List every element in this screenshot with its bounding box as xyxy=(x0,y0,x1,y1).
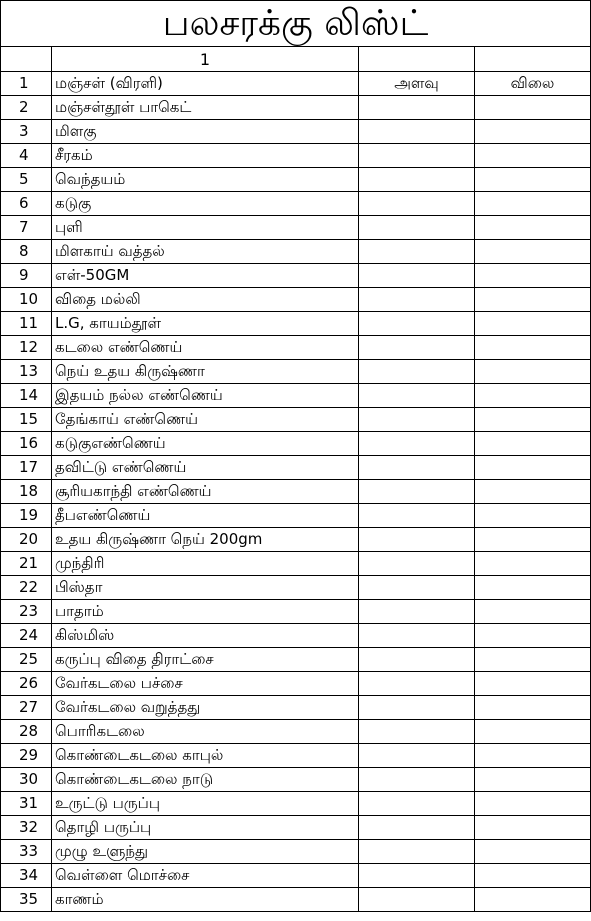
row-number[interactable]: 32 xyxy=(1,816,52,840)
table-row xyxy=(1,552,591,576)
quantity-cell[interactable] xyxy=(359,624,475,648)
item-name[interactable]: பொரிகடலை xyxy=(52,720,359,744)
price-column-header[interactable]: விலை xyxy=(475,72,591,96)
table-row xyxy=(1,528,591,552)
table-row xyxy=(1,696,591,720)
table-row xyxy=(1,408,591,432)
table-row xyxy=(1,840,591,864)
row-number[interactable]: 5 xyxy=(1,168,52,192)
quantity-cell[interactable] xyxy=(359,576,475,600)
price-cell[interactable] xyxy=(475,528,591,552)
item-name[interactable]: நெய் உதய கிருஷ்ணா xyxy=(52,360,359,384)
price-cell[interactable] xyxy=(475,840,591,864)
item-name[interactable]: சூரியகாந்தி எண்ணெய் xyxy=(52,480,359,504)
price-cell[interactable] xyxy=(475,792,591,816)
item-name[interactable]: கடுகு xyxy=(52,192,359,216)
quantity-cell[interactable] xyxy=(359,648,475,672)
row-number[interactable]: 3 xyxy=(1,120,52,144)
item-name[interactable]: விதை மல்லி xyxy=(52,288,359,312)
row-number[interactable]: 18 xyxy=(1,480,52,504)
price-cell[interactable] xyxy=(475,624,591,648)
quantity-cell[interactable] xyxy=(359,144,475,168)
item-name[interactable]: மிளகு xyxy=(52,120,359,144)
price-cell[interactable] xyxy=(475,672,591,696)
row-number[interactable]: 26 xyxy=(1,672,52,696)
empty-cell[interactable] xyxy=(359,47,475,72)
item-name[interactable]: காணம் xyxy=(52,888,359,912)
row-number[interactable]: 34 xyxy=(1,864,52,888)
table-row xyxy=(1,216,591,240)
table-row xyxy=(1,288,591,312)
item-name[interactable]: மிளகாய் வத்தல் xyxy=(52,240,359,264)
quantity-cell[interactable] xyxy=(359,360,475,384)
row-number[interactable]: 15 xyxy=(1,408,52,432)
table-row xyxy=(1,624,591,648)
quantity-cell[interactable] xyxy=(359,120,475,144)
price-cell[interactable] xyxy=(475,120,591,144)
price-cell[interactable] xyxy=(475,888,591,912)
quantity-cell[interactable] xyxy=(359,264,475,288)
table-row xyxy=(1,120,591,144)
price-cell[interactable] xyxy=(475,648,591,672)
row-number[interactable]: 29 xyxy=(1,744,52,768)
row-number[interactable]: 33 xyxy=(1,840,52,864)
item-name[interactable]: கடலை எண்ணெய் xyxy=(52,336,359,360)
item-name[interactable]: பாதாம் xyxy=(52,600,359,624)
row-number[interactable]: 23 xyxy=(1,600,52,624)
quantity-cell[interactable] xyxy=(359,528,475,552)
price-cell[interactable] xyxy=(475,168,591,192)
quantity-cell[interactable] xyxy=(359,384,475,408)
row-number[interactable]: 16 xyxy=(1,432,52,456)
item-name[interactable]: முழு உளுந்து xyxy=(52,840,359,864)
item-name[interactable]: முந்திரி xyxy=(52,552,359,576)
quantity-cell[interactable] xyxy=(359,432,475,456)
quantity-cell[interactable] xyxy=(359,96,475,120)
sheet-number[interactable]: 1 xyxy=(52,47,359,72)
table-row xyxy=(1,672,591,696)
item-name[interactable]: பிஸ்தா xyxy=(52,576,359,600)
row-number[interactable]: 2 xyxy=(1,96,52,120)
item-name[interactable]: கருப்பு விதை திராட்சை xyxy=(52,648,359,672)
item-name[interactable]: வெள்ளை மொச்சை xyxy=(52,864,359,888)
quantity-cell[interactable] xyxy=(359,672,475,696)
quantity-cell[interactable] xyxy=(359,888,475,912)
price-cell[interactable] xyxy=(475,408,591,432)
price-cell[interactable] xyxy=(475,240,591,264)
price-cell[interactable] xyxy=(475,864,591,888)
quantity-cell[interactable] xyxy=(359,600,475,624)
price-cell[interactable] xyxy=(475,552,591,576)
price-cell[interactable] xyxy=(475,360,591,384)
price-cell[interactable] xyxy=(475,288,591,312)
quantity-cell[interactable] xyxy=(359,312,475,336)
quantity-cell[interactable] xyxy=(359,720,475,744)
item-name[interactable]: எள்-50GM xyxy=(52,264,359,288)
quantity-cell[interactable] xyxy=(359,408,475,432)
quantity-cell[interactable] xyxy=(359,696,475,720)
item-name[interactable]: தீபஎண்ணெய் xyxy=(52,504,359,528)
table-row xyxy=(1,888,591,912)
row-number[interactable]: 8 xyxy=(1,240,52,264)
price-cell[interactable] xyxy=(475,336,591,360)
row-number[interactable]: 25 xyxy=(1,648,52,672)
table-row xyxy=(1,744,591,768)
price-cell[interactable] xyxy=(475,480,591,504)
table-row xyxy=(1,144,591,168)
empty-cell[interactable] xyxy=(475,47,591,72)
row-number[interactable]: 28 xyxy=(1,720,52,744)
item-name[interactable]: சீரகம் xyxy=(52,144,359,168)
table-row xyxy=(1,312,591,336)
sheet-title: பலசரக்கு லிஸ்ட் xyxy=(1,1,591,47)
row-number[interactable]: 12 xyxy=(1,336,52,360)
row-number[interactable]: 27 xyxy=(1,696,52,720)
table-row xyxy=(1,864,591,888)
quantity-cell[interactable] xyxy=(359,240,475,264)
row-number[interactable]: 20 xyxy=(1,528,52,552)
table-row xyxy=(1,264,591,288)
table-row xyxy=(1,360,591,384)
row-number[interactable]: 13 xyxy=(1,360,52,384)
quantity-cell[interactable] xyxy=(359,864,475,888)
quantity-cell[interactable] xyxy=(359,552,475,576)
row-number[interactable]: 11 xyxy=(1,312,52,336)
table-row xyxy=(1,792,591,816)
quantity-column-header[interactable]: அளவு xyxy=(359,72,475,96)
item-name[interactable]: வேர்கடலை வறுத்தது xyxy=(52,696,359,720)
quantity-cell[interactable] xyxy=(359,816,475,840)
price-cell[interactable] xyxy=(475,816,591,840)
table-row xyxy=(1,600,591,624)
table-row xyxy=(1,720,591,744)
item-name[interactable]: L.G, காயம்தூள் xyxy=(52,312,359,336)
item-name[interactable]: மஞ்சள் (விரளி) xyxy=(52,72,359,96)
row-number[interactable]: 35 xyxy=(1,888,52,912)
empty-cell[interactable] xyxy=(1,47,52,72)
item-name[interactable]: கொண்டைகடலை நாடு xyxy=(52,768,359,792)
row-number[interactable]: 14 xyxy=(1,384,52,408)
quantity-cell[interactable] xyxy=(359,288,475,312)
table-row xyxy=(1,576,591,600)
item-name[interactable]: புளி xyxy=(52,216,359,240)
row-number[interactable]: 4 xyxy=(1,144,52,168)
table-row xyxy=(1,456,591,480)
quantity-cell[interactable] xyxy=(359,744,475,768)
price-cell[interactable] xyxy=(475,264,591,288)
price-cell[interactable] xyxy=(475,600,591,624)
table-row xyxy=(1,816,591,840)
price-cell[interactable] xyxy=(475,696,591,720)
table-row xyxy=(1,432,591,456)
row-number[interactable]: 21 xyxy=(1,552,52,576)
price-cell[interactable] xyxy=(475,504,591,528)
quantity-cell[interactable] xyxy=(359,216,475,240)
price-cell[interactable] xyxy=(475,456,591,480)
quantity-cell[interactable] xyxy=(359,456,475,480)
sheet-number-row xyxy=(1,47,591,72)
item-name[interactable]: தவிட்டு எண்ணெய் xyxy=(52,456,359,480)
item-name[interactable]: உதய கிருஷ்ணா நெய் 200gm xyxy=(52,528,359,552)
table-row xyxy=(1,192,591,216)
item-name[interactable]: உருட்டு பருப்பு xyxy=(52,792,359,816)
row-number[interactable]: 1 xyxy=(1,72,52,96)
price-cell[interactable] xyxy=(475,432,591,456)
row-number[interactable]: 19 xyxy=(1,504,52,528)
row-number[interactable]: 22 xyxy=(1,576,52,600)
item-name[interactable]: கொண்டைகடலை காபுல் xyxy=(52,744,359,768)
table-row xyxy=(1,240,591,264)
table-row xyxy=(1,384,591,408)
item-name[interactable]: வேர்கடலை பச்சை xyxy=(52,672,359,696)
table-row xyxy=(1,96,591,120)
item-name[interactable]: தேங்காய் எண்ணெய் xyxy=(52,408,359,432)
quantity-cell[interactable] xyxy=(359,480,475,504)
quantity-cell[interactable] xyxy=(359,792,475,816)
table-row xyxy=(1,336,591,360)
price-cell[interactable] xyxy=(475,192,591,216)
row-number[interactable]: 24 xyxy=(1,624,52,648)
quantity-cell[interactable] xyxy=(359,768,475,792)
row-number[interactable]: 7 xyxy=(1,216,52,240)
quantity-cell[interactable] xyxy=(359,336,475,360)
item-name[interactable]: மஞ்சள்தூள் பாகெட் xyxy=(52,96,359,120)
table-row xyxy=(1,72,591,96)
row-number[interactable]: 17 xyxy=(1,456,52,480)
row-number[interactable]: 10 xyxy=(1,288,52,312)
table-row xyxy=(1,504,591,528)
table-row xyxy=(1,768,591,792)
table-row xyxy=(1,480,591,504)
item-name[interactable]: கிஸ்மிஸ் xyxy=(52,624,359,648)
item-name[interactable]: இதயம் நல்ல எண்ணெய் xyxy=(52,384,359,408)
table-row xyxy=(1,168,591,192)
price-cell[interactable] xyxy=(475,720,591,744)
title-row xyxy=(1,1,591,47)
price-cell[interactable] xyxy=(475,576,591,600)
price-cell[interactable] xyxy=(475,744,591,768)
row-number[interactable]: 31 xyxy=(1,792,52,816)
price-cell[interactable] xyxy=(475,384,591,408)
price-cell[interactable] xyxy=(475,144,591,168)
price-cell[interactable] xyxy=(475,216,591,240)
quantity-cell[interactable] xyxy=(359,192,475,216)
quantity-cell[interactable] xyxy=(359,504,475,528)
price-cell[interactable] xyxy=(475,768,591,792)
row-number[interactable]: 6 xyxy=(1,192,52,216)
price-cell[interactable] xyxy=(475,312,591,336)
price-cell[interactable] xyxy=(475,96,591,120)
item-name[interactable]: கடுகுஎண்ணெய் xyxy=(52,432,359,456)
item-name[interactable]: வெந்தயம் xyxy=(52,168,359,192)
row-number[interactable]: 9 xyxy=(1,264,52,288)
quantity-cell[interactable] xyxy=(359,168,475,192)
table-row xyxy=(1,648,591,672)
item-name[interactable]: தொழி பருப்பு xyxy=(52,816,359,840)
row-number[interactable]: 30 xyxy=(1,768,52,792)
quantity-cell[interactable] xyxy=(359,840,475,864)
